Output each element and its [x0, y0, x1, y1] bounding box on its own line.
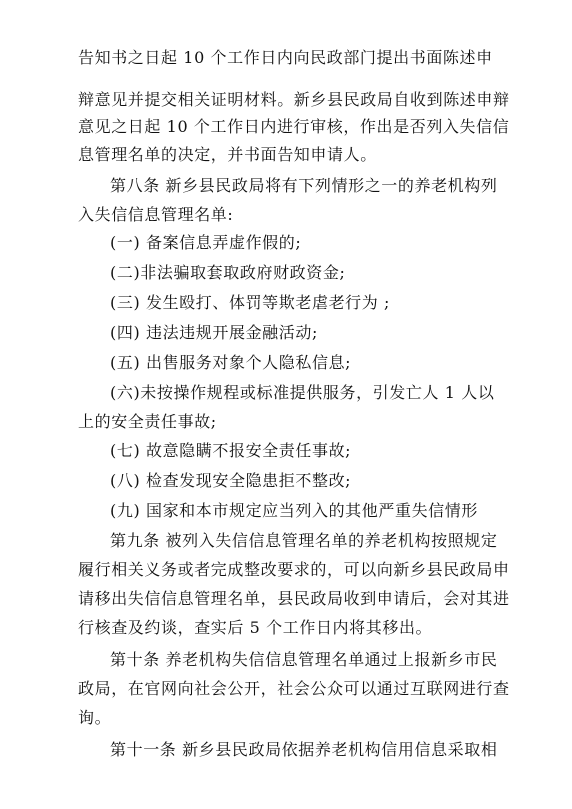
list-item: (九) 国家和本市规定应当列入的其他严重失信情形: [110, 501, 478, 520]
article-8-heading: 第八条 新乡县民政局将有下列情形之一的养老机构列: [110, 176, 498, 195]
text-line: 请移出失信信息管理名单，县民政局收到申请后，会对其进: [78, 589, 510, 608]
list-item: (二)非法骗取套取政府财政资金;: [110, 263, 346, 282]
article-10-heading: 第十条 养老机构失信信息管理名单通过上报新乡市民: [110, 650, 498, 669]
article-9-heading: 第九条 被列入失信信息管理名单的养老机构按照规定: [110, 531, 498, 550]
list-item: (八) 检查发现安全隐患拒不整改;: [110, 471, 352, 490]
list-item: (七) 故意隐瞒不报安全责任事故;: [110, 441, 352, 460]
text-line: 询。: [78, 708, 112, 727]
text-line: 告知书之日起 10 个工作日内向民政部门提出书面陈述申: [78, 48, 493, 67]
article-11-heading: 第十一条 新乡县民政局依据养老机构信用信息采取相: [110, 740, 498, 759]
text-line: 履行相关义务或者完成整改要求的，可以向新乡县民政局申: [78, 560, 510, 579]
text-line: 行核查及约谈，查实后 5 个工作日内将其移出。: [78, 618, 433, 637]
text-line: 辩意见并提交相关证明材料。新乡县民政局自收到陈述申辩: [78, 90, 510, 109]
list-item: (六)未按操作规程或标准提供服务，引发亡人 1 人以: [110, 383, 495, 402]
text-line: 上的安全责任事故;: [78, 412, 217, 431]
list-item: (四) 违法违规开展金融活动;: [110, 323, 318, 342]
list-item: (五) 出售服务对象个人隐私信息;: [110, 353, 352, 372]
list-item: (三) 发生殴打、体罚等欺老虐老行为 ;: [110, 293, 391, 312]
text-line: 意见之日起 10 个工作日内进行审核，作出是否列入失信信: [78, 117, 510, 136]
text-line: 入失信信息管理名单:: [78, 205, 234, 224]
text-line: 息管理名单的决定，并书面告知申请人。: [78, 145, 377, 164]
list-item: (一) 备案信息弄虚作假的;: [110, 233, 302, 252]
text-line: 政局，在官网向社会公开，社会公众可以通过互联网进行查: [78, 679, 510, 698]
